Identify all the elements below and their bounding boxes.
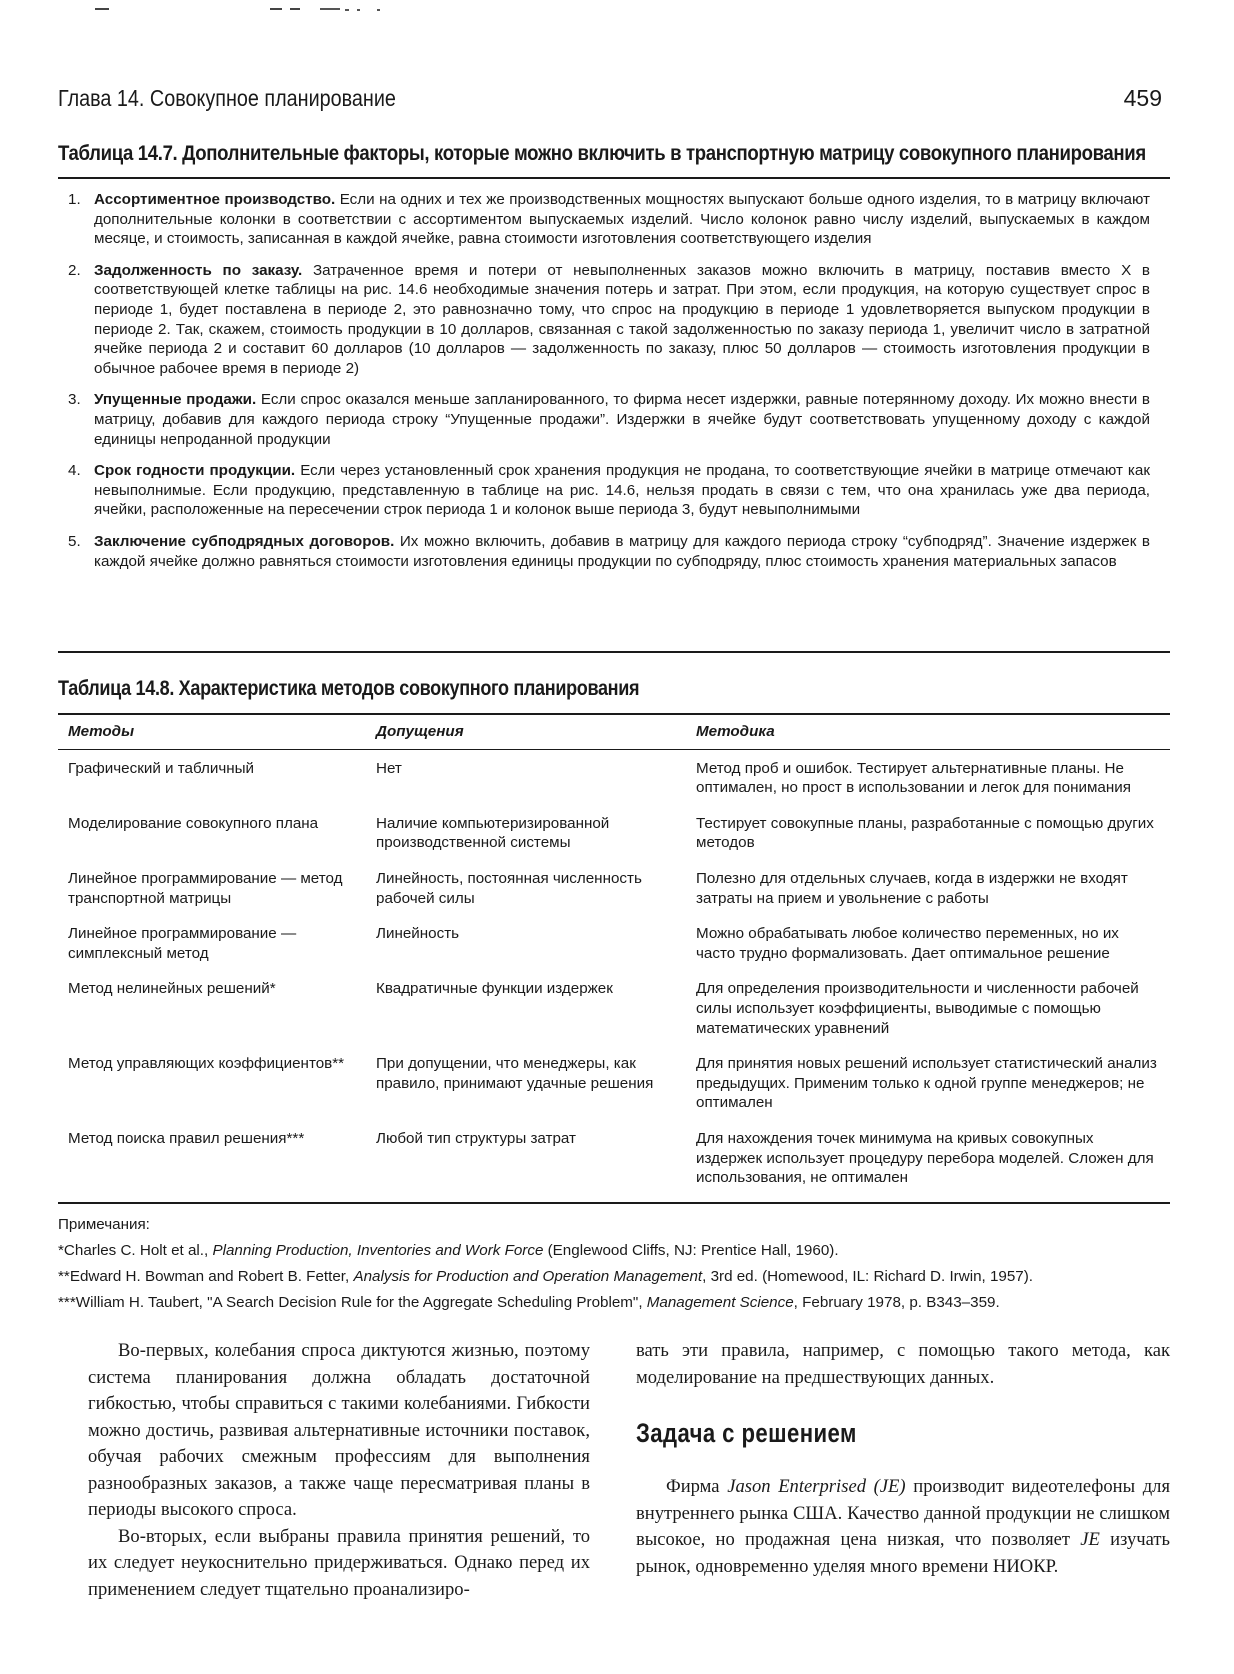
- footnote-text: *Charles C. Holt et al.,: [58, 1242, 213, 1259]
- column-header: Методы: [58, 716, 366, 749]
- table-cell: Полезно для отдельных случаев, когда в издержки не входят затраты на прием и увольнение с работы: [696, 869, 1128, 907]
- company-name: Jason Enterprised (JE): [727, 1476, 906, 1497]
- item-number: 2.: [68, 261, 81, 279]
- column-header: Методика: [686, 716, 1170, 749]
- table-cell: Метод нелинейных решений*: [68, 980, 276, 998]
- text-run: Фирма: [666, 1476, 728, 1497]
- left-column: [88, 1338, 590, 1603]
- item-text: Если на одних и тех же производственных мощностях выпускают больше одного изделия, то в матрицу включают дополнительные колонки в соответствии с ассортиментом выпускаемых изделий. Число колонок равно числу изделий, выпускаемых в каждом месяце, и стоимость, записанная в каждой ячейке, равна стоимости изготовления соответствующего изделия: [94, 191, 1151, 248]
- table-cell: Линейность, постоянная численность рабочей силы: [376, 869, 642, 907]
- company-abbrev: JE: [1080, 1529, 1100, 1550]
- notes-label: Примечания:: [58, 1216, 150, 1233]
- table-bottom-rule: [58, 1202, 1170, 1204]
- table-cell: Для определения производительности и численности рабочей силы использует коэффициенты, выводимые с помощью математических уравнений: [696, 980, 1139, 1037]
- table-row: [58, 974, 1170, 1049]
- footnote-text: **Edward H. Bowman and Robert B. Fetter,: [58, 1268, 354, 1285]
- item-number: 4.: [68, 462, 81, 480]
- list-item: [58, 390, 1150, 449]
- list-item: [58, 532, 1150, 571]
- footnote: [58, 1238, 1170, 1264]
- list-item: [58, 190, 1150, 249]
- list-item: [58, 461, 1150, 520]
- item-text: Если через установленный срок хранения продукция не продана, то соответствующие ячейки в матрице отмечают как невыполнимые. Если продукцию, представленную в таблице на рис. 14.6, нельзя продать в связи с тем, что она хранилась уже два периода, ячейки, расположенные на пересечении строк периода 1 и колонок выше периода 3, будут невыполнимыми: [94, 462, 1151, 519]
- table-cell: Графический и табличный: [68, 759, 255, 777]
- table-14-7-caption: Таблица 14.7. Дополнительные факторы, которые можно включить в транспортную матрицу совокупного планирования: [58, 142, 1146, 165]
- body-paragraph: Во-первых, колебания спроса диктуются жизнью, поэтому система планирования должна обладать достаточной гибкостью, чтобы справиться с такими колебаниями. Гибкости можно достичь, развивая альтернативные источники поставок, обучая рабочих смежным профессиям для выполнения разнообразных заказов, а также чаще пересматривая планы в периоды высокого спроса.: [88, 1340, 590, 1520]
- table-cell: Можно обрабатывать любое количество переменных, но их часто трудно формализовать. Дает оптимальное решение: [696, 925, 1119, 962]
- body-paragraph: Во-вторых, если выбраны правила принятия решений, то их следует неукоснительно придерживаться. Однако перед их применением следует тщательно проанализиро-: [88, 1525, 590, 1600]
- right-column: [636, 1338, 1170, 1391]
- body-paragraph: вать эти правила, например, с помощью такого метода, как моделирование на предшествующих данных.: [636, 1340, 1170, 1388]
- footnote: [58, 1290, 1170, 1316]
- list-item: [58, 261, 1150, 379]
- item-text: Их можно включить, добавив в матрицу для каждого периода строку “субподряд”. Значение издержек в каждой ячейке должно равняться стоимости изготовления единицы продукции по субподряду, плюс стоимость хранения материальных запасов: [94, 532, 1151, 570]
- item-term: Срок годности продукции.: [94, 462, 296, 480]
- item-number: 1.: [68, 191, 81, 208]
- table-row: [58, 1049, 1170, 1124]
- table-notes: [58, 1212, 1170, 1316]
- text-run: изучать рынок, одновременно уделяя много времени НИОКР.: [636, 1529, 1170, 1577]
- text-run: производит видеотелефоны для внутреннего рынка США. Качество данной продукции не слишком высокое, но продажная цена низкая, что позволяет: [636, 1476, 1171, 1550]
- table-row: [58, 864, 1170, 919]
- table-cell: Квадратичные функции издержек: [376, 980, 613, 998]
- table-cell: Наличие компьютеризированной производственной системы: [376, 814, 610, 852]
- item-term: Упущенные продажи.: [94, 391, 257, 409]
- body-paragraph: [636, 1474, 1170, 1580]
- table-row: [58, 749, 1170, 809]
- footnote-text: , February 1978, p. B343–359.: [793, 1294, 1000, 1311]
- right-column-problem: [636, 1474, 1170, 1580]
- table-cell: Моделирование совокупного плана: [68, 814, 319, 832]
- table-cell: Линейное программирование — метод транспортной матрицы: [68, 869, 343, 907]
- table-bottom-rule: [58, 651, 1170, 653]
- footnote-title: Analysis for Production and Operation Management: [353, 1268, 703, 1285]
- table-cell: Линейное программирование — симплексный метод: [68, 925, 297, 962]
- table-cell: Метод проб и ошибок. Тестирует альтернативные планы. Не оптимален, но прост в использовании и легок для понимания: [696, 759, 1131, 797]
- table-cell: Любой тип структуры затрат: [376, 1129, 577, 1147]
- item-term: Задолженность по заказу.: [94, 261, 303, 279]
- table-header-row: [58, 716, 1170, 749]
- item-number: 3.: [68, 391, 81, 409]
- footnote-title: Management Science: [646, 1294, 794, 1311]
- item-number: 5.: [68, 532, 81, 550]
- item-text: Затраченное время и потери от невыполненных заказов можно включить в матрицу, поставив вместо X в соответствующей клетке таблицы на рис. 14.6 необходимые значения потерь и затрат. При этом, если продукция, на которую существует спрос в периоде 1, будет поставлена в периоде 2, это равнозначно тому, что спрос на продукцию в периоде 1 удовлетворяется выпуском продукции в периоде 2. Так, скажем, стоимость продукции в 10 долларов, связанная с такой задолженностью по заказу периода 1, увеличит число в затратной ячейке периода 2 и составит 60 долларов (10 долларов — задолженность по заказу, плюс 50 долларов — стоимость изготовления продукции в обычное рабочее время в периоде 2): [94, 261, 1150, 377]
- item-term: Ассортиментное производство.: [94, 191, 336, 208]
- table-cell: При допущении, что менеджеры, как правило, принимают удачные решения: [376, 1055, 654, 1092]
- footnote: [58, 1264, 1170, 1290]
- table-cell: Нет: [376, 759, 402, 777]
- table-top-rule: [58, 177, 1170, 179]
- scan-artifact: [95, 6, 395, 12]
- methods-table: [58, 716, 1170, 1199]
- table-cell: Для нахождения точек минимума на кривых совокупных издержек использует процедуру перебора моделей. Сложен для использования, не оптимален: [696, 1129, 1154, 1187]
- table-cell: Метод управляющих коэффициентов**: [68, 1055, 345, 1073]
- table-cell: Метод поиска правил решения***: [68, 1129, 305, 1147]
- footnote-text: (Englewood Cliffs, NJ: Prentice Hall, 1960).: [543, 1242, 839, 1259]
- page-number: 459: [1123, 85, 1162, 111]
- item-term: Заключение субподрядных договоров.: [94, 532, 395, 550]
- footnote-text: ***William H. Taubert, "A Search Decision Rule for the Aggregate Scheduling Problem",: [58, 1294, 647, 1311]
- table-14-8-caption: Таблица 14.8. Характеристика методов совокупного планирования: [58, 677, 640, 700]
- item-text: Если спрос оказался меньше запланированного, то фирма несет издержки, равные потерянному доходу. Их можно внести в матрицу, добавив для каждого периода строку “Упущенные продажи”. Издержки в ячейке будут соответствовать упущенному доходу с каждой единицы непроданной продукции: [94, 391, 1150, 448]
- table-cell: Для принятия новых решений использует статистический анализ предыдущих. Применим только к одной группе менеджеров; не оптимален: [696, 1055, 1157, 1112]
- table-cell: Тестирует совокупные планы, разработанные с помощью других методов: [696, 814, 1154, 852]
- footnote-text: , 3rd ed. (Homewood, IL: Richard D. Irwin, 1957).: [702, 1268, 1034, 1285]
- column-header: Допущения: [366, 716, 686, 749]
- table-top-rule: [58, 713, 1170, 715]
- section-title: Задача с решением: [636, 1418, 857, 1448]
- table-row: [58, 1124, 1170, 1199]
- table-cell: Линейность: [376, 925, 460, 943]
- running-head: Глава 14. Совокупное планирование: [58, 85, 396, 111]
- table-row: [58, 809, 1170, 864]
- footnote-title: Planning Production, Inventories and Work Force: [212, 1242, 544, 1259]
- table-row: [58, 919, 1170, 974]
- factors-list: [58, 190, 1150, 583]
